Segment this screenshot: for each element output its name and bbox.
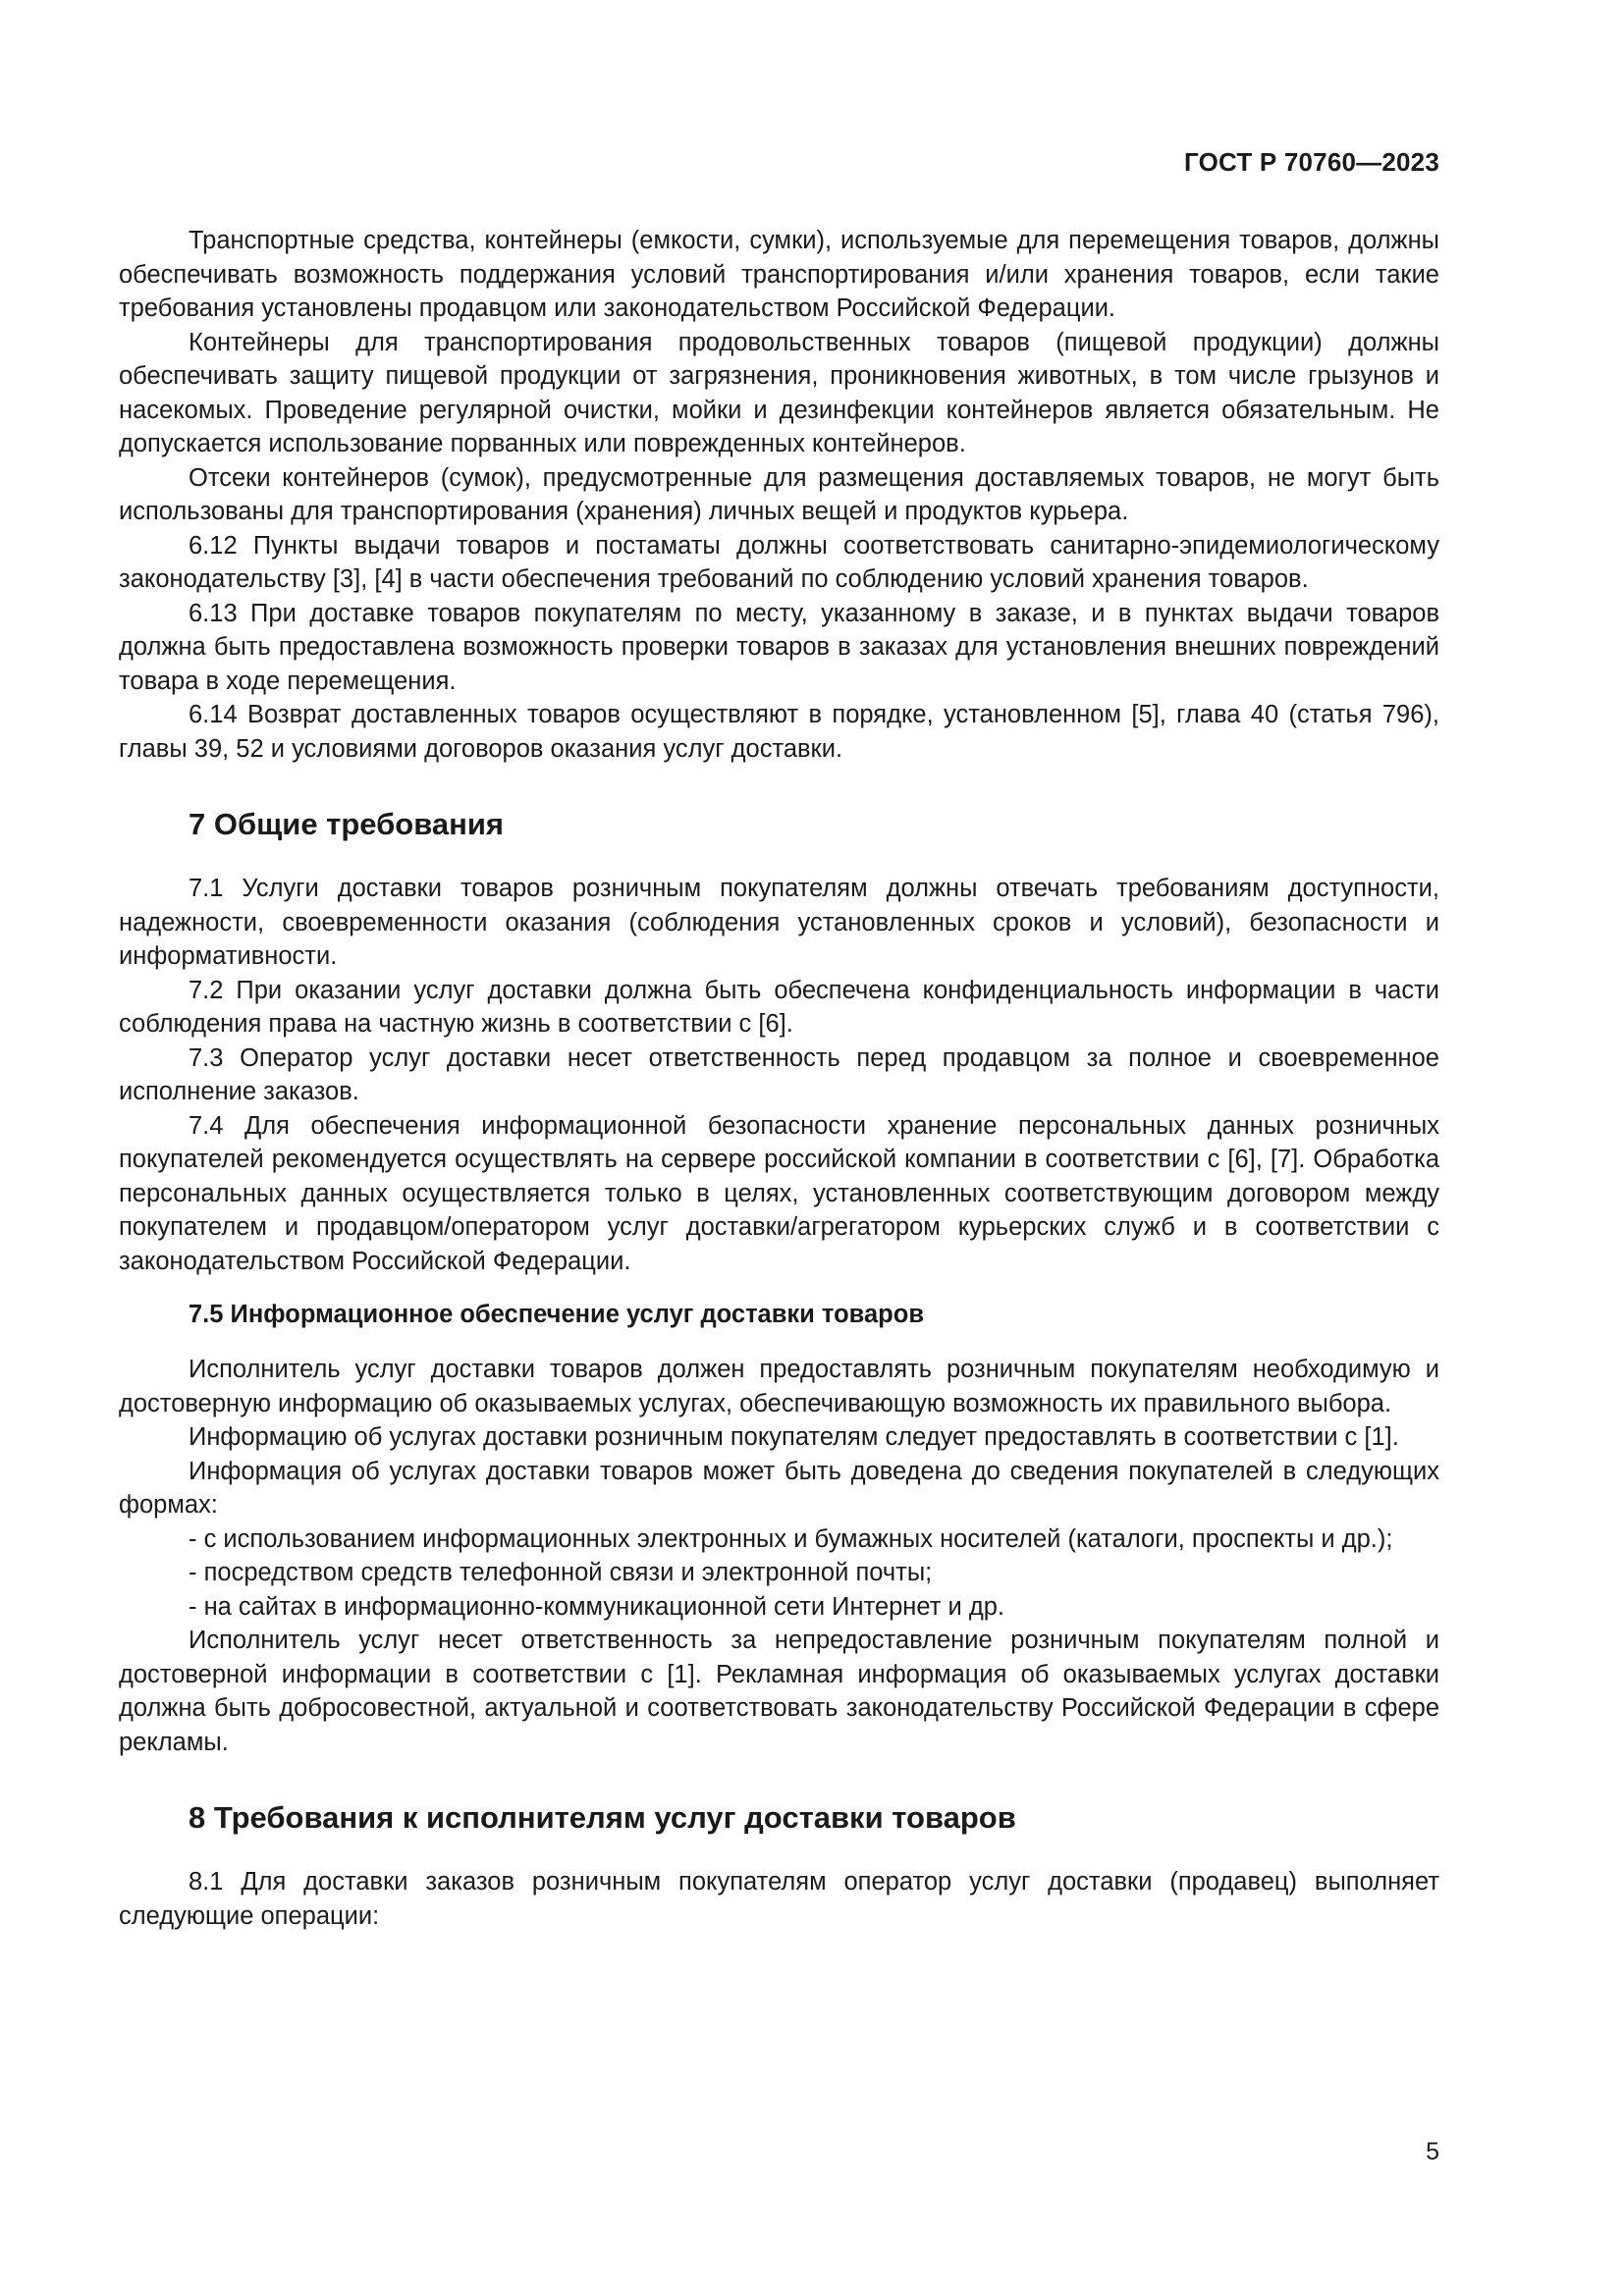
paragraph: Транспортные средства, контейнеры (емкости, сумки), используемые для перемещения товаров, должны обеспечивать возможность поддержания условий транспортирования и/или хранения товаров, если такие требования установлены продавцом или законодательством Российской Федерации. (119, 227, 1439, 322)
paragraph-7-1: 7.1 Услуги доставки товаров розничным покупателям должны отвечать требованиям доступности, надежности, своевременности оказания (соблюдения установленных сроков и условий), безопасности и информативности. (119, 875, 1439, 970)
paragraph-6-13: 6.13 При доставке товаров покупателям по месту, указанному в заказе, и в пунктах выдачи товаров должна быть предоставлена возможность проверки товаров в заказах для установления внешних повреждений товара в ходе перемещения. (119, 599, 1439, 695)
paragraph-6-14: 6.14 Возврат доставленных товаров осуществляют в порядке, установленном [5], глава 40 (статья 796), главы 39, 52 и условиями договоров оказания услуг доставки. (119, 701, 1439, 763)
bullet-item: - посредством средств телефонной связи и электронной почты; (189, 1559, 933, 1586)
paragraph: Исполнитель услуг несет ответственность за непредоставление розничным покупателям полной и достоверной информации в соответствии с [1]. Рекламная информация об оказываемых услугах доставки должна быть добросовестной, актуальной и соответствовать законодательству Российской Федерации в сфере рекламы. (119, 1627, 1439, 1756)
document-code: ГОСТ Р 70760—2023 (1184, 147, 1439, 177)
page-number: 5 (1426, 2138, 1439, 2165)
paragraph: Информацию об услугах доставки розничным покупателям следует предоставлять в соответствии с [1]. (189, 1423, 1399, 1451)
paragraph-6-12: 6.12 Пункты выдачи товаров и постаматы должны соответствовать санитарно-эпидемиологическому законодательству [3], [4] в части обеспечения требований по соблюдению условий хранения товаров. (119, 531, 1439, 593)
paragraph: Отсеки контейнеров (сумок), предусмотренные для размещения доставляемых товаров, не могут быть использованы для транспортирования (хранения) личных вещей и продуктов курьера. (119, 463, 1439, 525)
bullet-item: - с использованием информационных электронных и бумажных носителей (каталоги, проспекты и др.); (189, 1524, 1393, 1553)
paragraph: Информация об услугах доставки товаров может быть доведена до сведения покупателей в следующих формах: (119, 1457, 1439, 1519)
bullet-item: - на сайтах в информационно-коммуникационной сети Интернет и др. (189, 1592, 1004, 1621)
paragraph: Контейнеры для транспортирования продовольственных товаров (пищевой продукции) должны обеспечивать защиту пищевой продукции от загрязнения, проникновения животных, в том числе грызунов и насекомых. Проведение регулярной очистки, мойки и дезинфекции контейнеров является обязательным. Не допускается использование порванных или поврежденных контейнеров. (119, 328, 1439, 457)
paragraph: Исполнитель услуг доставки товаров должен предоставлять розничным покупателям необходимую и достоверную информацию об оказываемых услугах, обеспечивающую возможность их правильного выбора. (119, 1356, 1439, 1417)
document-body (119, 224, 1439, 1933)
paragraph-7-3: 7.3 Оператор услуг доставки несет ответственность перед продавцом за полное и своевременное исполнение заказов. (119, 1043, 1439, 1105)
paragraph-7-4: 7.4 Для обеспечения информационной безопасности хранение персональных данных розничных покупателей рекомендуется осуществлять на сервере российской компании в соответствии с [6], [7]. Обработка персональных данных осуществляется только в целях, установленных соответствующим договором между покупателем и продавцом/оператором услуг доставки/агрегатором курьерских служб и в соответствии с законодательством Российской Федерации. (119, 1111, 1439, 1275)
section-7-heading: 7 Общие требования (189, 807, 504, 841)
section-8-heading: 8 Требования к исполнителям услуг доставки товаров (189, 1800, 1016, 1835)
paragraph-7-2: 7.2 При оказании услуг доставки должна быть обеспечена конфиденциальность информации в части соблюдения права на частную жизнь в соответствии с [6]. (119, 976, 1439, 1038)
paragraph-8-1: 8.1 Для доставки заказов розничным покупателям оператор услуг доставки (продавец) выполняет следующие операции: (119, 1868, 1439, 1930)
subsection-7-5-heading: 7.5 Информационное обеспечение услуг доставки товаров (189, 1301, 925, 1328)
